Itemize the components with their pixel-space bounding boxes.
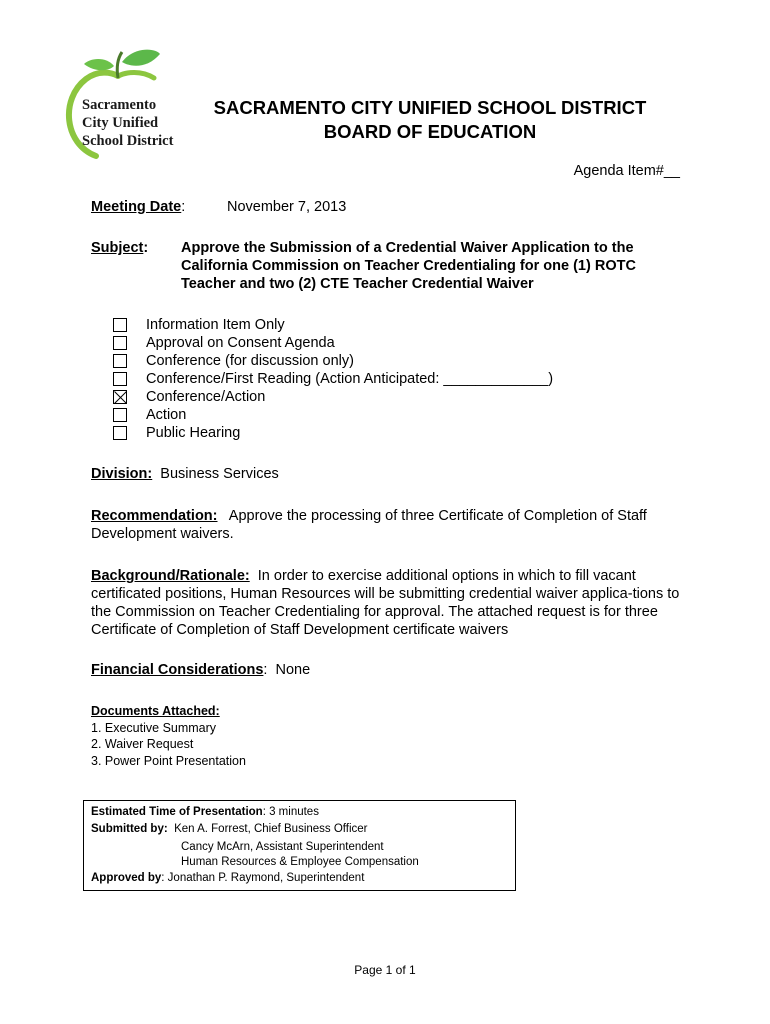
checkbox <box>113 336 127 350</box>
meeting-date-label: Meeting Date: <box>91 199 186 215</box>
checkbox-row: Conference/First Reading (Action Anticipated: _____________) <box>113 370 553 388</box>
page-number: Page 1 of 1 <box>354 963 416 977</box>
documents-title: Documents Attached: <box>91 704 220 718</box>
document-item: 3. Power Point Presentation <box>91 753 246 768</box>
board-title: BOARD OF EDUCATION <box>323 121 537 142</box>
checkbox <box>113 426 127 440</box>
document-item: 2. Waiver Request <box>91 737 194 751</box>
checked-checkbox <box>113 390 127 404</box>
checkbox-row: Action <box>113 406 553 424</box>
checkbox-row: Information Item Only <box>113 316 553 334</box>
logo-text: Sacramento City Unified School District <box>82 97 174 149</box>
submitted-by-2: Cancy McArn, Assistant Superintendent <box>181 841 384 853</box>
background-rationale: Background/Rationale: In order to exercise additional options in which to fill vacant certificated positions, Human Resources will be submitting credential waiver applica-tions to the Commission on Teacher Credentialing for approval. The attached request is for three Certificate of Completion of Staff Development certificate waivers <box>91 568 680 638</box>
presentation-info-box <box>83 800 516 891</box>
financial-considerations: Financial Considerations: None <box>91 662 311 678</box>
item-type-checklist <box>113 316 553 442</box>
checkbox-row: Approval on Consent Agenda <box>113 334 553 352</box>
checkbox-row: Public Hearing <box>113 424 553 442</box>
district-title: SACRAMENTO CITY UNIFIED SCHOOL DISTRICT <box>213 97 647 118</box>
checkbox <box>113 408 127 422</box>
division: Division: Business Services <box>91 466 279 482</box>
document-item: 1. Executive Summary <box>91 720 217 735</box>
approved-by: Approved by: Jonathan P. Raymond, Superintendent <box>91 872 365 884</box>
submitted-by: Submitted by: Ken A. Forrest, Chief Business Officer <box>91 823 368 835</box>
subject-label: Subject: <box>91 240 149 256</box>
agenda-item: Agenda Item#__ <box>573 163 680 179</box>
meeting-date-value: November 7, 2013 <box>227 199 347 215</box>
submitted-by-3: Human Resources & Employee Compensation <box>181 856 419 868</box>
checkbox <box>113 354 127 368</box>
checkbox-row: Conference (for discussion only) <box>113 352 553 370</box>
subject-text: Approve the Submission of a Credential Waiver Application to the California Commission on Teacher Credentialing for one (1) ROTC Teacher and two (2) CTE Teacher Credential Waiver <box>181 240 636 292</box>
checkbox <box>113 318 127 332</box>
documents-attached <box>91 703 246 769</box>
estimated-time: Estimated Time of Presentation: 3 minutes <box>91 806 319 818</box>
checkbox-row: Conference/Action <box>113 388 553 406</box>
recommendation: Recommendation: Approve the processing of three Certificate of Completion of Staff Development waivers. <box>91 508 647 542</box>
checkbox <box>113 372 127 386</box>
